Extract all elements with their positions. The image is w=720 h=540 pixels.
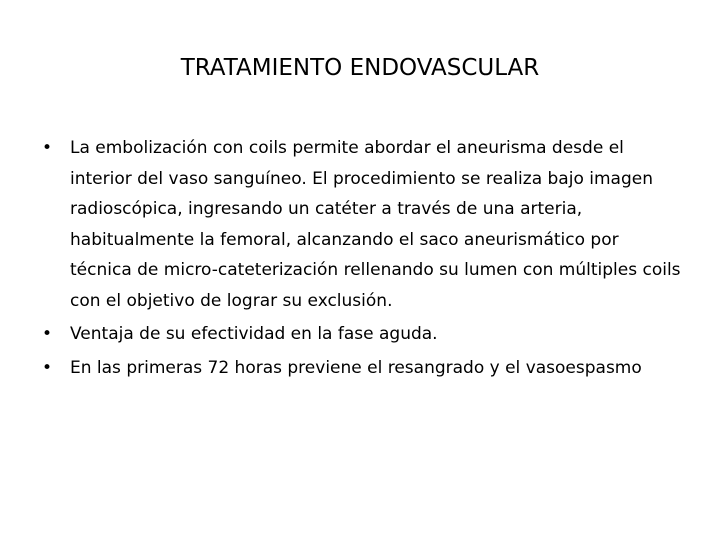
list-item <box>42 353 682 384</box>
slide-title: TRATAMIENTO ENDOVASCULAR <box>180 55 540 81</box>
bullet-text: Ventaja de su efectividad en la fase aguda. <box>70 324 438 344</box>
bullet-icon: • <box>42 138 53 158</box>
bullet-text: La embolización con coils permite abordar el aneurisma desde el interior del vaso sanguíneo. El procedimiento se realiza bajo imagen radioscópica, ingresando un catéter a través de una arteria, habitualmente la femoral, alcanzando el saco aneurismático por técnica de micro-cateterización rellenando su lumen con múltiples coils con el objetivo de lograr su exclusión. <box>70 138 681 311</box>
list-item <box>42 319 682 350</box>
bullet-icon: • <box>42 357 53 378</box>
bullet-list <box>42 133 682 386</box>
list-item <box>42 133 682 316</box>
bullet-icon: • <box>42 324 53 344</box>
bullet-text: En las primeras 72 horas previene el resangrado y el vasoespasmo <box>70 357 642 378</box>
